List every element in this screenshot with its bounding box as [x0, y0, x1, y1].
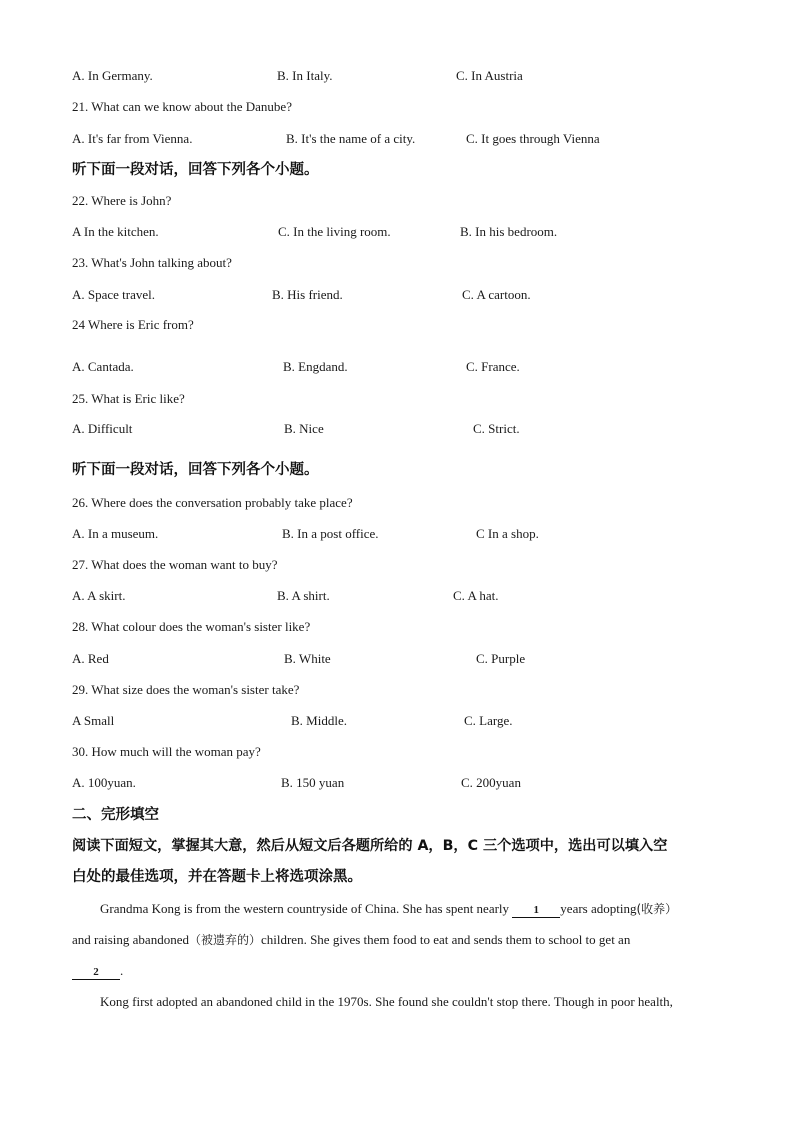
q30-option-b: B. 150 yuan	[281, 775, 345, 790]
q26-option-c: C In a shop.	[476, 526, 539, 541]
q21-option-a: A. It's far from Vienna.	[72, 131, 193, 146]
q25-option-c: C. Strict.	[473, 421, 520, 436]
q29-options	[72, 712, 754, 730]
passage-gloss: （被遗弃的）	[188, 933, 261, 947]
q29-option-c: C. Large.	[464, 713, 513, 728]
q30-option-c: C. 200yuan	[461, 775, 521, 790]
q23-text: 23. What's John talking about?	[72, 255, 232, 270]
q21-option-c: C. It goes through Vienna	[466, 131, 600, 146]
q20-option-b: B. In Italy.	[277, 68, 333, 83]
blank-1: 1	[512, 903, 560, 918]
q25-options	[72, 420, 754, 438]
q30-options	[72, 774, 754, 792]
q20-option-c: C. In Austria	[456, 68, 523, 83]
section-heading-dialogue-1: 听下面一段对话，回答下列各个小题。	[72, 162, 319, 178]
q26-option-b: B. In a post office.	[282, 526, 379, 541]
q21-text: 21. What can we know about the Danube?	[72, 99, 292, 114]
q21-option-b: B. It's the name of a city.	[286, 131, 416, 146]
passage-line-4: Kong first adopted an abandoned child in the 1970s. She found she couldn't stop there. Though in poor health,	[100, 994, 673, 1009]
passage-text: Grandma Kong is from the western countryside of China. She has spent nearly	[100, 901, 513, 916]
q27-options	[72, 587, 754, 605]
section-2-instruction-line-1: 阅读下面短文，掌握其大意，然后从短文后各题所给的 A，B，C 三个选项中，选出可以填入空	[72, 838, 668, 854]
q22-options	[72, 223, 754, 241]
passage-text: years adopting	[560, 901, 637, 916]
q28-options	[72, 650, 754, 668]
blank-2: 2	[72, 965, 120, 980]
q28-option-c: C. Purple	[476, 651, 526, 666]
section-heading-dialogue-2: 听下面一段对话，回答下列各个小题。	[72, 462, 319, 478]
q20-options	[72, 67, 754, 85]
passage-text: children. She gives them food to eat and sends them to school to get an	[260, 932, 631, 947]
q24-text: 24 Where is Eric from?	[72, 317, 194, 332]
q24-option-c: C. France.	[466, 359, 520, 374]
section-2-title: 二、完形填空	[72, 807, 159, 823]
q22-option-b: B. In his bedroom.	[460, 224, 558, 239]
q26-text: 26. Where does the conversation probably take place?	[72, 495, 353, 510]
q21-options	[72, 130, 754, 148]
q24-option-a: A. Cantada.	[72, 359, 134, 374]
q25-text: 25. What is Eric like?	[72, 391, 185, 406]
q28-option-a: A. Red	[72, 651, 109, 666]
passage-line-1	[100, 900, 750, 918]
q27-option-c: C. A hat.	[453, 588, 499, 603]
q20-option-a: A. In Germany.	[72, 68, 153, 83]
q25-option-b: B. Nice	[284, 421, 324, 436]
q23-option-b: B. His friend.	[272, 287, 343, 302]
passage-line-3	[72, 962, 722, 980]
passage-gloss: (收养）	[636, 902, 678, 916]
q22-option-c: C. In the living room.	[278, 224, 391, 239]
passage-line-2	[72, 931, 722, 949]
q22-text: 22. Where is John?	[72, 193, 172, 208]
section-2-instruction-line-2: 白处的最佳选项，并在答题卡上将选项涂黑。	[72, 869, 362, 885]
q24-option-b: B. Engdand.	[283, 359, 348, 374]
q27-option-b: B. A shirt.	[277, 588, 330, 603]
q27-option-a: A. A skirt.	[72, 588, 126, 603]
passage-text: .	[120, 963, 124, 978]
q28-text: 28. What colour does the woman's sister like?	[72, 619, 311, 634]
q22-option-a: A In the kitchen.	[72, 224, 159, 239]
q29-text: 29. What size does the woman's sister take?	[72, 682, 300, 697]
q26-option-a: A. In a museum.	[72, 526, 159, 541]
q29-option-a: A Small	[72, 713, 115, 728]
q23-option-a: A. Space travel.	[72, 287, 156, 302]
q25-option-a: A. Difficult	[72, 421, 133, 436]
q30-text: 30. How much will the woman pay?	[72, 744, 261, 759]
q28-option-b: B. White	[284, 651, 331, 666]
q23-option-c: C. A cartoon.	[462, 287, 531, 302]
q29-option-b: B. Middle.	[291, 713, 347, 728]
q23-options	[72, 286, 754, 304]
q30-option-a: A. 100yuan.	[72, 775, 136, 790]
q26-options	[72, 525, 754, 543]
q27-text: 27. What does the woman want to buy?	[72, 557, 278, 572]
passage-text: and raising abandoned	[72, 932, 189, 947]
q24-options	[72, 358, 754, 376]
